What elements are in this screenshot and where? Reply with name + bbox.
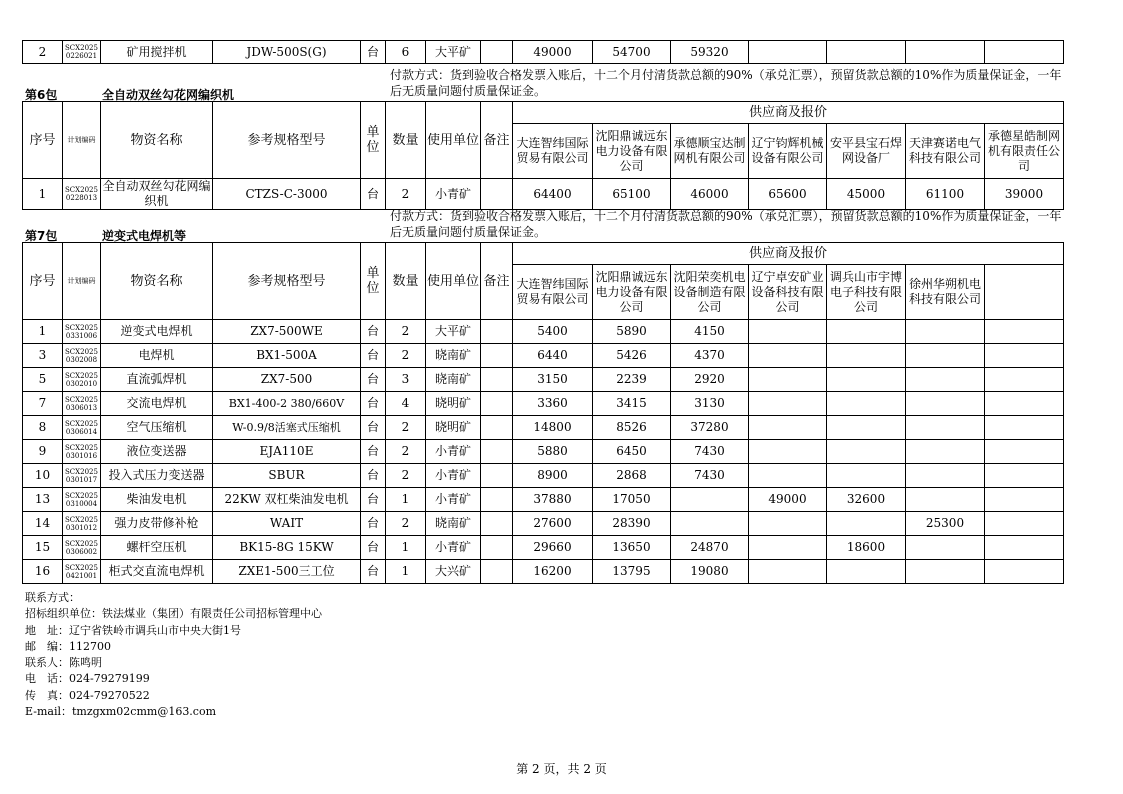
table-cell (985, 488, 1064, 512)
table-cell (749, 464, 827, 488)
header-qty: 数量 (386, 102, 426, 179)
table-cell (985, 440, 1064, 464)
table-cell: 2 (386, 344, 426, 368)
plan-code-cell: SCX20250228013 (63, 179, 101, 210)
table-cell: 2 (386, 440, 426, 464)
supplier-header: 沈阳鼎诚远东电力设备有限公司 (593, 124, 671, 179)
table-cell: 5890 (593, 320, 671, 344)
table-cell: 46000 (671, 179, 749, 210)
contact-heading: 联系方式： (25, 591, 80, 604)
table-cell (985, 368, 1064, 392)
supplier-header: 辽宁钧辉机械设备有限公司 (749, 124, 827, 179)
table-cell (827, 512, 906, 536)
header-unit: 单位 (361, 243, 386, 320)
table-cell: 2 (386, 416, 426, 440)
supplier-header: 沈阳鼎诚远东电力设备有限公司 (593, 265, 671, 320)
table-cell: BK15-8G 15KW (213, 536, 361, 560)
table-cell: 2868 (593, 464, 671, 488)
table-cell: 台 (361, 320, 386, 344)
plan-code-cell: SCX20250331006 (63, 320, 101, 344)
table-cell: WAIT (213, 512, 361, 536)
table-cell: 台 (361, 344, 386, 368)
table-cell: 交流电焊机 (101, 392, 213, 416)
table-row (23, 41, 1064, 64)
table-cell: 7 (23, 392, 63, 416)
table-cell: 8900 (513, 464, 593, 488)
table-cell: ZX7-500WE (213, 320, 361, 344)
header-user: 使用单位 (426, 102, 481, 179)
header-spec: 参考规格型号 (213, 102, 361, 179)
table-cell: 2920 (671, 368, 749, 392)
header-user: 使用单位 (426, 243, 481, 320)
table-cell (906, 560, 985, 584)
table-cell: 45000 (827, 179, 906, 210)
table-cell: 矿用搅拌机 (101, 41, 213, 64)
table-cell: 螺杆空压机 (101, 536, 213, 560)
header-name: 物资名称 (101, 243, 213, 320)
contact-fax: 传 真：024-79270522 (25, 688, 150, 702)
table-cell: 6 (386, 41, 426, 64)
table-cell: 5880 (513, 440, 593, 464)
table-cell (749, 41, 827, 64)
table-cell (827, 320, 906, 344)
table-cell: 37280 (671, 416, 749, 440)
table-cell: 全自动双丝勾花网编织机 (102, 179, 211, 208)
top-table (22, 40, 1064, 64)
header-remark: 备注 (481, 102, 513, 179)
table-cell: 2 (386, 320, 426, 344)
table-cell (749, 536, 827, 560)
table-cell: 台 (361, 440, 386, 464)
table-row (23, 464, 1064, 488)
plan-code-cell: SCX20250302010 (63, 368, 101, 392)
table-cell: 小青矿 (426, 464, 481, 488)
table-cell: 18600 (827, 536, 906, 560)
table-cell: ZX7-500 (213, 368, 361, 392)
table-cell (481, 488, 513, 512)
table-cell: 逆变式电焊机 (101, 320, 213, 344)
table-cell: 4370 (671, 344, 749, 368)
table-cell (985, 512, 1064, 536)
table-cell: 强力皮带修补枪 (101, 512, 213, 536)
table-cell: 空气压缩机 (101, 416, 213, 440)
supplier-header: 辽宁卓安矿业设备科技有限公司 (749, 265, 827, 320)
plan-code-cell: SCX20250302008 (63, 344, 101, 368)
table-cell (827, 368, 906, 392)
table-cell (827, 560, 906, 584)
table-cell: 7430 (671, 464, 749, 488)
table-cell: 25300 (906, 512, 985, 536)
supplier-header (985, 265, 1064, 320)
supplier-header: 天津赛诺电气科技有限公司 (906, 124, 985, 179)
supplier-header: 徐州华朔机电科技有限公司 (906, 265, 985, 320)
table-cell: 2 (386, 464, 426, 488)
table-cell: 2 (386, 512, 426, 536)
table-cell: 24870 (671, 536, 749, 560)
table-cell: 49000 (749, 488, 827, 512)
table-cell: ZXE1-500三工位 (213, 560, 361, 584)
table-row (23, 488, 1064, 512)
contact-postcode: 邮 编：112700 (25, 639, 111, 653)
table-cell (827, 416, 906, 440)
table-cell: 大平矿 (426, 41, 481, 64)
table-cell: 电焊机 (101, 344, 213, 368)
table-cell (985, 392, 1064, 416)
table-cell: 13795 (593, 560, 671, 584)
plan-code-cell: SCX20250310004 (63, 488, 101, 512)
plan-code-cell: SCX20250301016 (63, 440, 101, 464)
table-cell: 17050 (593, 488, 671, 512)
table-cell: BX1-400-2 380/660V (213, 392, 361, 416)
table-cell (481, 440, 513, 464)
table-cell (906, 464, 985, 488)
table-cell: W-0.9/8活塞式压缩机 (213, 416, 361, 440)
supplier-header: 承德星皓制网机有限责任公司 (985, 124, 1064, 179)
table-cell: 32600 (827, 488, 906, 512)
table-cell: 61100 (906, 179, 985, 210)
header-unit: 单位 (361, 102, 386, 179)
table-cell: 16 (23, 560, 63, 584)
table-cell: 小青矿 (426, 536, 481, 560)
table-cell: 5 (23, 368, 63, 392)
table-cell (749, 560, 827, 584)
table-cell: 小青矿 (426, 488, 481, 512)
table-cell: 1 (386, 536, 426, 560)
table-cell: 14800 (513, 416, 593, 440)
package-7-payment-terms: 付款方式：货到验收合格发票入账后，十二个月付清货款总额的90%（承兑汇票），预留货款总额的10%作为质量保证金，一年后无质量问题付质量保证金。 (390, 209, 1062, 239)
table-cell: 2239 (593, 368, 671, 392)
table-cell: 晓南矿 (426, 512, 481, 536)
table-row (23, 536, 1064, 560)
table-cell (749, 440, 827, 464)
table-cell: 10 (23, 464, 63, 488)
table-cell (481, 512, 513, 536)
table-cell: 37880 (513, 488, 593, 512)
table-row (23, 368, 1064, 392)
table-cell (481, 320, 513, 344)
supplier-header: 安平县宝石焊网设备厂 (827, 124, 906, 179)
table-row (23, 440, 1064, 464)
table-cell (827, 344, 906, 368)
package-7-title: 逆变式电焊机等 (102, 229, 187, 243)
table-cell: 5400 (513, 320, 593, 344)
table-cell (827, 41, 906, 64)
table-cell (827, 392, 906, 416)
table-cell: 3360 (513, 392, 593, 416)
table-cell: 台 (361, 368, 386, 392)
table-cell: 64400 (513, 179, 593, 210)
table-cell: 6440 (513, 344, 593, 368)
package-6-number: 第6包 (25, 88, 58, 102)
table-cell (749, 392, 827, 416)
plan-code-cell: SCX20250226021 (63, 41, 101, 64)
table-cell: 9 (23, 440, 63, 464)
table-cell: 2 (23, 41, 63, 64)
table-cell (481, 368, 513, 392)
table-cell: JDW-500S(G) (213, 41, 361, 64)
table-cell (985, 560, 1064, 584)
table-cell (481, 416, 513, 440)
plan-code-cell: SCX20250306002 (63, 536, 101, 560)
table-row (23, 512, 1064, 536)
table-row (23, 179, 1064, 210)
table-cell (906, 536, 985, 560)
header-supplier-group: 供应商及报价 (513, 243, 1064, 265)
header-seq: 序号 (23, 243, 63, 320)
table-cell (671, 512, 749, 536)
table-cell (749, 344, 827, 368)
table-cell: 7430 (671, 440, 749, 464)
supplier-header: 沈阳荣奕机电设备制造有限公司 (671, 265, 749, 320)
supplier-header: 大连智纬国际贸易有限公司 (513, 265, 593, 320)
table-row (23, 344, 1064, 368)
table-cell: 柜式交直流电焊机 (101, 560, 213, 584)
table-cell: 晓明矿 (426, 392, 481, 416)
table-cell (481, 392, 513, 416)
package-7-number: 第7包 (25, 229, 58, 243)
table-cell: 大平矿 (426, 320, 481, 344)
page-footer: 第 2 页，共 2 页 (516, 762, 607, 776)
table-cell (749, 416, 827, 440)
table-cell: 直流弧焊机 (101, 368, 213, 392)
table-cell: 台 (361, 41, 386, 64)
table-cell (749, 320, 827, 344)
table-cell (985, 416, 1064, 440)
table-cell: CTZS-C-3000 (213, 179, 361, 210)
table-cell (906, 392, 985, 416)
table-row (23, 392, 1064, 416)
table-cell: 台 (361, 464, 386, 488)
package-7-table (22, 242, 1064, 584)
table-cell: 小青矿 (426, 440, 481, 464)
table-cell: 台 (361, 512, 386, 536)
table-cell (827, 464, 906, 488)
table-cell: 19080 (671, 560, 749, 584)
table-cell: 15 (23, 536, 63, 560)
table-cell: 5426 (593, 344, 671, 368)
header-qty: 数量 (386, 243, 426, 320)
supplier-header: 承德顺宝达制网机有限公司 (671, 124, 749, 179)
table-cell: 8526 (593, 416, 671, 440)
table-cell: EJA110E (213, 440, 361, 464)
contact-address: 地 址：辽宁省铁岭市调兵山市中央大街1号 (25, 623, 241, 637)
table-cell: 3150 (513, 368, 593, 392)
table-cell (481, 179, 513, 210)
table-cell (671, 488, 749, 512)
table-cell (906, 440, 985, 464)
table-cell: BX1-500A (213, 344, 361, 368)
plan-code-cell: SCX20250301017 (63, 464, 101, 488)
table-cell: SBUR (213, 464, 361, 488)
table-cell: 液位变送器 (101, 440, 213, 464)
package-6-payment-terms: 付款方式：货到验收合格发票入账后，十二个月付清货款总额的90%（承兑汇票），预留货款总额的10%作为质量保证金，一年后无质量问题付质量保证金。 (390, 68, 1062, 98)
table-cell: 59320 (671, 41, 749, 64)
header-spec: 参考规格型号 (213, 243, 361, 320)
table-cell: 1 (23, 320, 63, 344)
contact-email[interactable]: E-mail：tmzgxm02cmm@163.com (25, 705, 217, 719)
table-cell: 65600 (749, 179, 827, 210)
table-cell (481, 560, 513, 584)
table-cell (827, 440, 906, 464)
table-cell: 27600 (513, 512, 593, 536)
contact-phone: 电 话：024-79279199 (25, 672, 150, 686)
table-cell: 3415 (593, 392, 671, 416)
table-cell: 台 (361, 392, 386, 416)
table-cell (481, 344, 513, 368)
table-cell (906, 416, 985, 440)
table-cell: 投入式压力变送器 (101, 464, 213, 488)
table-cell: 8 (23, 416, 63, 440)
table-cell: 3 (23, 344, 63, 368)
table-cell (906, 320, 985, 344)
table-cell: 台 (361, 416, 386, 440)
contact-block (25, 590, 322, 720)
table-cell: 14 (23, 512, 63, 536)
table-cell: 6450 (593, 440, 671, 464)
table-cell: 28390 (593, 512, 671, 536)
table-row (23, 320, 1064, 344)
plan-code-cell: SCX20250421001 (63, 560, 101, 584)
plan-code-cell: SCX20250301012 (63, 512, 101, 536)
table-cell: 小青矿 (426, 179, 481, 210)
contact-org: 招标组织单位：铁法煤业（集团）有限责任公司招标管理中心 (25, 607, 322, 621)
supplier-header: 大连智纬国际贸易有限公司 (513, 124, 593, 179)
table-cell (906, 344, 985, 368)
table-cell: 4150 (671, 320, 749, 344)
header-name: 物资名称 (101, 102, 213, 179)
table-cell: 13650 (593, 536, 671, 560)
table-cell (481, 536, 513, 560)
table-cell: 台 (361, 179, 386, 210)
header-code: 计划编码 (63, 102, 101, 179)
table-cell: 大兴矿 (426, 560, 481, 584)
table-cell: 台 (361, 560, 386, 584)
table-cell (985, 41, 1064, 64)
table-cell: 1 (386, 560, 426, 584)
header-supplier-group: 供应商及报价 (513, 102, 1064, 124)
package-6-title: 全自动双丝勾花网编织机 (102, 88, 235, 102)
table-cell (985, 344, 1064, 368)
table-cell (985, 536, 1064, 560)
package-6-table (22, 101, 1064, 210)
table-cell: 3130 (671, 392, 749, 416)
table-cell: 29660 (513, 536, 593, 560)
table-cell (481, 464, 513, 488)
table-cell: 晓南矿 (426, 368, 481, 392)
table-cell: 22KW 双杠柴油发电机 (213, 488, 361, 512)
table-cell: 39000 (985, 179, 1064, 210)
table-cell: 1 (23, 179, 63, 210)
table-cell: 1 (386, 488, 426, 512)
table-cell (985, 464, 1064, 488)
table-cell: 3 (386, 368, 426, 392)
table-cell: 台 (361, 488, 386, 512)
table-cell: 台 (361, 536, 386, 560)
table-cell: 柴油发电机 (101, 488, 213, 512)
table-cell (906, 368, 985, 392)
table-cell: 晓南矿 (426, 344, 481, 368)
plan-code-cell: SCX20250306013 (63, 392, 101, 416)
plan-code-cell: SCX20250306014 (63, 416, 101, 440)
header-seq: 序号 (23, 102, 63, 179)
table-cell (906, 41, 985, 64)
contact-person: 联系人：陈鸣明 (25, 656, 102, 670)
table-cell (749, 368, 827, 392)
table-cell (749, 512, 827, 536)
table-cell (906, 488, 985, 512)
table-cell (481, 41, 513, 64)
header-code: 计划编码 (63, 243, 101, 320)
table-cell: 2 (386, 179, 426, 210)
table-cell: 13 (23, 488, 63, 512)
table-cell: 65100 (593, 179, 671, 210)
header-remark: 备注 (481, 243, 513, 320)
table-cell: 49000 (513, 41, 593, 64)
table-cell: 4 (386, 392, 426, 416)
table-cell (985, 320, 1064, 344)
supplier-header: 调兵山市宇博电子科技有限公司 (827, 265, 906, 320)
table-cell: 54700 (593, 41, 671, 64)
table-row (23, 560, 1064, 584)
table-cell: 晓明矿 (426, 416, 481, 440)
table-cell: 16200 (513, 560, 593, 584)
table-row (23, 416, 1064, 440)
